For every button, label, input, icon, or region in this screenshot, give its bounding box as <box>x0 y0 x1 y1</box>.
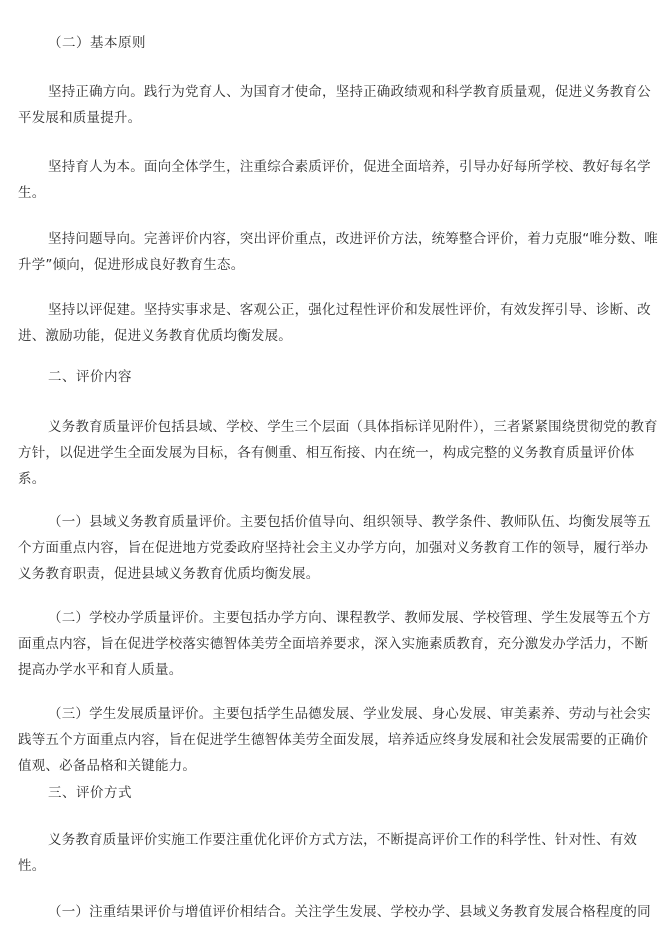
paragraph-problem-oriented: 坚持问题导向。完善评价内容，突出评价重点，改进评价方法，统筹整合评价，着力克服“唯分数、唯升学”倾向，促进形成良好教育生态。 <box>18 231 658 273</box>
paragraph-county-evaluation: （一）县域义务教育质量评价。主要包括价值导向、组织领导、教学条件、教师队伍、均衡发展等五个方面重点内容，旨在促进地方党委政府坚持社会主义办学方向，加强对义务教育工作的领导，履行举办义务教育职责，促进县域义务教育优质均衡发展。 <box>18 514 651 582</box>
paragraph-evaluation-promotes: 坚持以评促建。坚持实事求是、客观公正，强化过程性评价和发展性评价，有效发挥引导、诊断、改进、激励功能，促进义务教育优质均衡发展。 <box>18 302 651 344</box>
section-heading-evaluation-methods: 三、评价方式 <box>48 785 132 801</box>
section-heading-basic-principles: （二）基本原则 <box>48 35 146 51</box>
paragraph-result-value-added: （一）注重结果评价与增值评价相结合。关注学生发展、学校办学、县域义务教育发展合格程度的同 <box>48 904 651 920</box>
paragraph-school-evaluation: （二）学校办学质量评价。主要包括办学方向、课程教学、教师发展、学校管理、学生发展等五个方面重点内容，旨在促进学校落实德智体美劳全面培养要求，深入实施素质教育，充分激发办学活力，不断提高办学水平和育人质量。 <box>18 610 651 678</box>
paragraph-evaluation-levels: 义务教育质量评价包括县域、学校、学生三个层面（具体指标详见附件），三者紧紧围绕贯彻党的教育方针，以促进学生全面发展为目标，各有侧重、相互衔接、内在统一，构成完整的义务教育质量评价体系。 <box>18 419 658 487</box>
paragraph-methods-intro: 义务教育质量评价实施工作要注重优化评价方式方法，不断提高评价工作的科学性、针对性、有效性。 <box>18 832 638 874</box>
paragraph-student-evaluation: （三）学生发展质量评价。主要包括学生品德发展、学业发展、身心发展、审美素养、劳动与社会实践等五个方面重点内容，旨在促进学生德智体美劳全面发展，培养适应终身发展和社会发展需要的正确价值观、必备品格和关键能力。 <box>18 706 651 774</box>
paragraph-correct-direction: 坚持正确方向。践行为党育人、为国育才使命，坚持正确政绩观和科学教育质量观，促进义务教育公平发展和质量提升。 <box>18 84 651 126</box>
section-heading-evaluation-content: 二、评价内容 <box>48 369 132 385</box>
paragraph-people-oriented: 坚持育人为本。面向全体学生，注重综合素质评价，促进全面培养，引导办好每所学校、教好每名学生。 <box>18 159 651 201</box>
